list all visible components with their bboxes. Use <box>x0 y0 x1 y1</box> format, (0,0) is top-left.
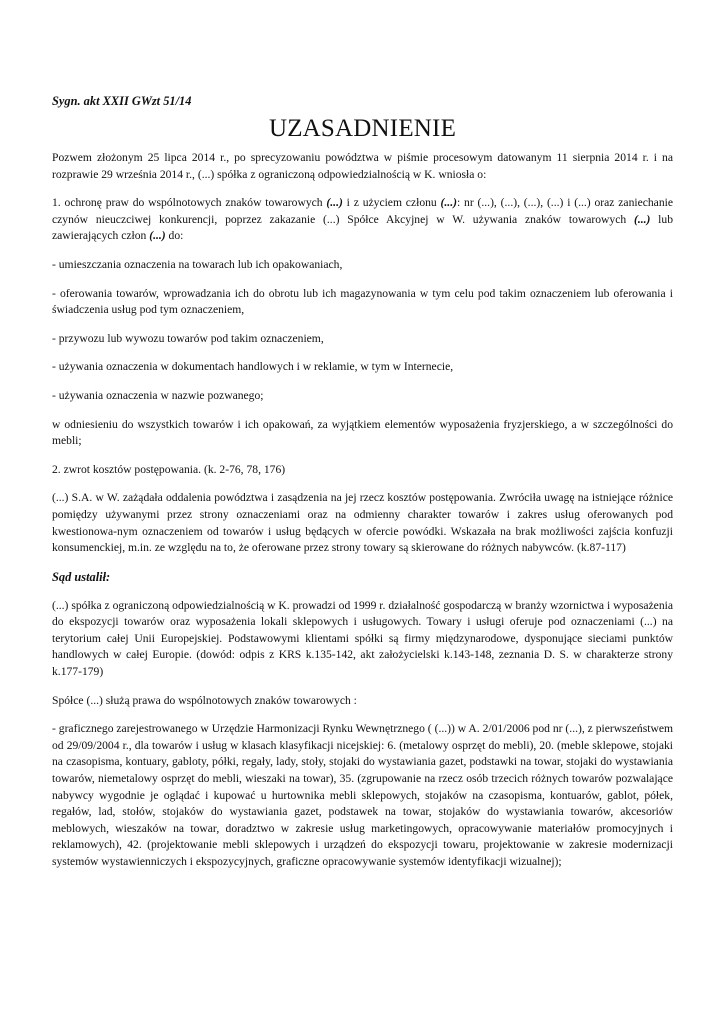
claim-1-text-1: 1. ochronę praw do wspólnotowych znaków towarowych <box>52 196 327 210</box>
claim-1-mark-2: (...) <box>440 196 457 210</box>
intro-paragraph: Pozwem złożonym 25 lipca 2014 r., po sprecyzowaniu powództwa w piśmie procesowym datowanym 11 sierpnia 2014 r. i na rozprawie 29 września 2014 r., (...) spółka z ograniczoną odpowiedzialnością w K. wniosła o: <box>52 151 673 181</box>
claim-1-text-5: do: <box>165 229 184 243</box>
case-number: Sygn. akt XXII GWzt 51/14 <box>52 94 192 108</box>
claim-1-text-4: lub zawierających człon <box>52 212 673 243</box>
document-title: UZASADNIENIE <box>268 115 457 142</box>
bullet-item: - używania oznaczenia w dokumentach handlowych i w reklamie, w tym w Internecie, <box>52 360 454 374</box>
claim-1-mark-1: (...) <box>326 196 343 210</box>
bullet-item: - oferowania towarów, wprowadzania ich do obrotu lub ich magazynowania w tym celu pod takim oznaczeniem lub oferowania i świadczenia usług pod tym oznaczeniem, <box>52 286 673 317</box>
findings-heading: Sąd ustalił: <box>52 569 111 584</box>
claim-1-text-3: : nr (...), (...), (...), (...) i (...) oraz zaniechanie czynów nieuczciwej konkurencji, poprzez zakazanie (...) Spółce Akcyjnej w W. używania znaków towarowych <box>52 196 673 226</box>
claim-1-paragraph <box>52 195 673 245</box>
finding-3-paragraph: - graficznego zarejestrowanego w Urzędzie Harmonizacji Rynku Wewnętrznego ( (...)) w A. 2/01/2006 pod nr (...), z pierwszeństwem od 29/09/2004 r., dla towarów i usług w klasach klasyfikacji nicejskiej: 6. (metalowy osprzęt do mebli), 20. (meble sklepowe, stojaki na czasopisma, kontuary, gabloty, półki, regały, lady, stoły, stojaki do wystawiania gazet, podstawki na towar, stojaki do wystawiania towarów, niemetalowy osprzęt do mebli, wieszaki na towar), 35. (zgrupowanie na rzecz osób trzecich różnych towarów pozwalające nabywcy wygodnie je oglądać i kupować u hurtownika mebli sklepowych, stojaków na czasopisma, kontuarów, gablot, półek, regałów, lad, stołów, stojaków do wystawiania gazet, podstawek na towar, stojaków do wystawiania towarów, akcesoriów meblowych, wieszaków na towar, doradztwo w zakresie usług marketingowych, opracowywanie materiałów promocyjnych i reklamowych), 42. (projektowanie mebli sklepowych i urządzeń do ekspozycji towaru, projektowanie w zakresie modernizacji systemów wystawienniczych i ekspozycyjnych, graficzne opracowywanie systemów identyfikacji wizualnej); <box>52 722 673 868</box>
bullet-item: - umieszczania oznaczenia na towarach lub ich opakowaniach, <box>52 257 343 271</box>
claim-1-mark-3: (...) <box>633 212 651 226</box>
claim-2-paragraph: 2. zwrot kosztów postępowania. (k. 2-76, 78, 176) <box>52 462 286 476</box>
bullet-item: - używania oznaczenia w nazwie pozwanego; <box>52 388 264 402</box>
claim-1-mark-4: (...) <box>149 229 166 243</box>
finding-2-paragraph: Spółce (...) służą prawa do wspólnotowych znaków towarowych : <box>52 693 357 707</box>
claim-1-text-2: i z użyciem członu <box>342 196 441 210</box>
finding-1-paragraph: (...) spółka z ograniczoną odpowiedzialnością w K. prowadzi od 1999 r. działalność gospodarczą w branży wzornictwa i wyposażenia do ekspozycji towarów oraz wyposażenia lokali sklepowych i usługowych. Towary i usługi oferuje pod oznaczeniami (...) na terytorium całej Unii Europejskiej. Podstawowymi klientami spółki są firmy międzynarodowe, dysponujące sieciami punktów handlowych w całej Europie. (dowód: odpis z KRS k.135-142, akt założycielski k.143-148, zeznania D. S. w charakterze strony k.177-179) <box>52 598 673 679</box>
relation-paragraph: w odniesieniu do wszystkich towarów i ich opakowań, za wyjątkiem elementów wyposażenia fryzjerskiego, a w szczególności do mebli; <box>52 417 673 448</box>
defense-paragraph: (...) S.A. w W. zażądała oddalenia powództwa i zasądzenia na jej rzecz kosztów postępowania. Zwróciła uwagę na istniejące różnice pomiędzy używanymi przez strony oznaczeniami oraz na odmienny charakter towarów i zakres usług oferowanych pod kwestionowa-nym oznaczeniem od towarów i usług będących w ofercie powódki. Wskazała na brak możliwości zajścia konfuzji konsumenckiej, m.in. ze względu na to, że oferowane przez strony towary są skierowane do różnych nabywców. (k.87-117) <box>52 491 673 555</box>
bullet-item: - przywozu lub wywozu towarów pod takim oznaczeniem, <box>52 331 324 345</box>
